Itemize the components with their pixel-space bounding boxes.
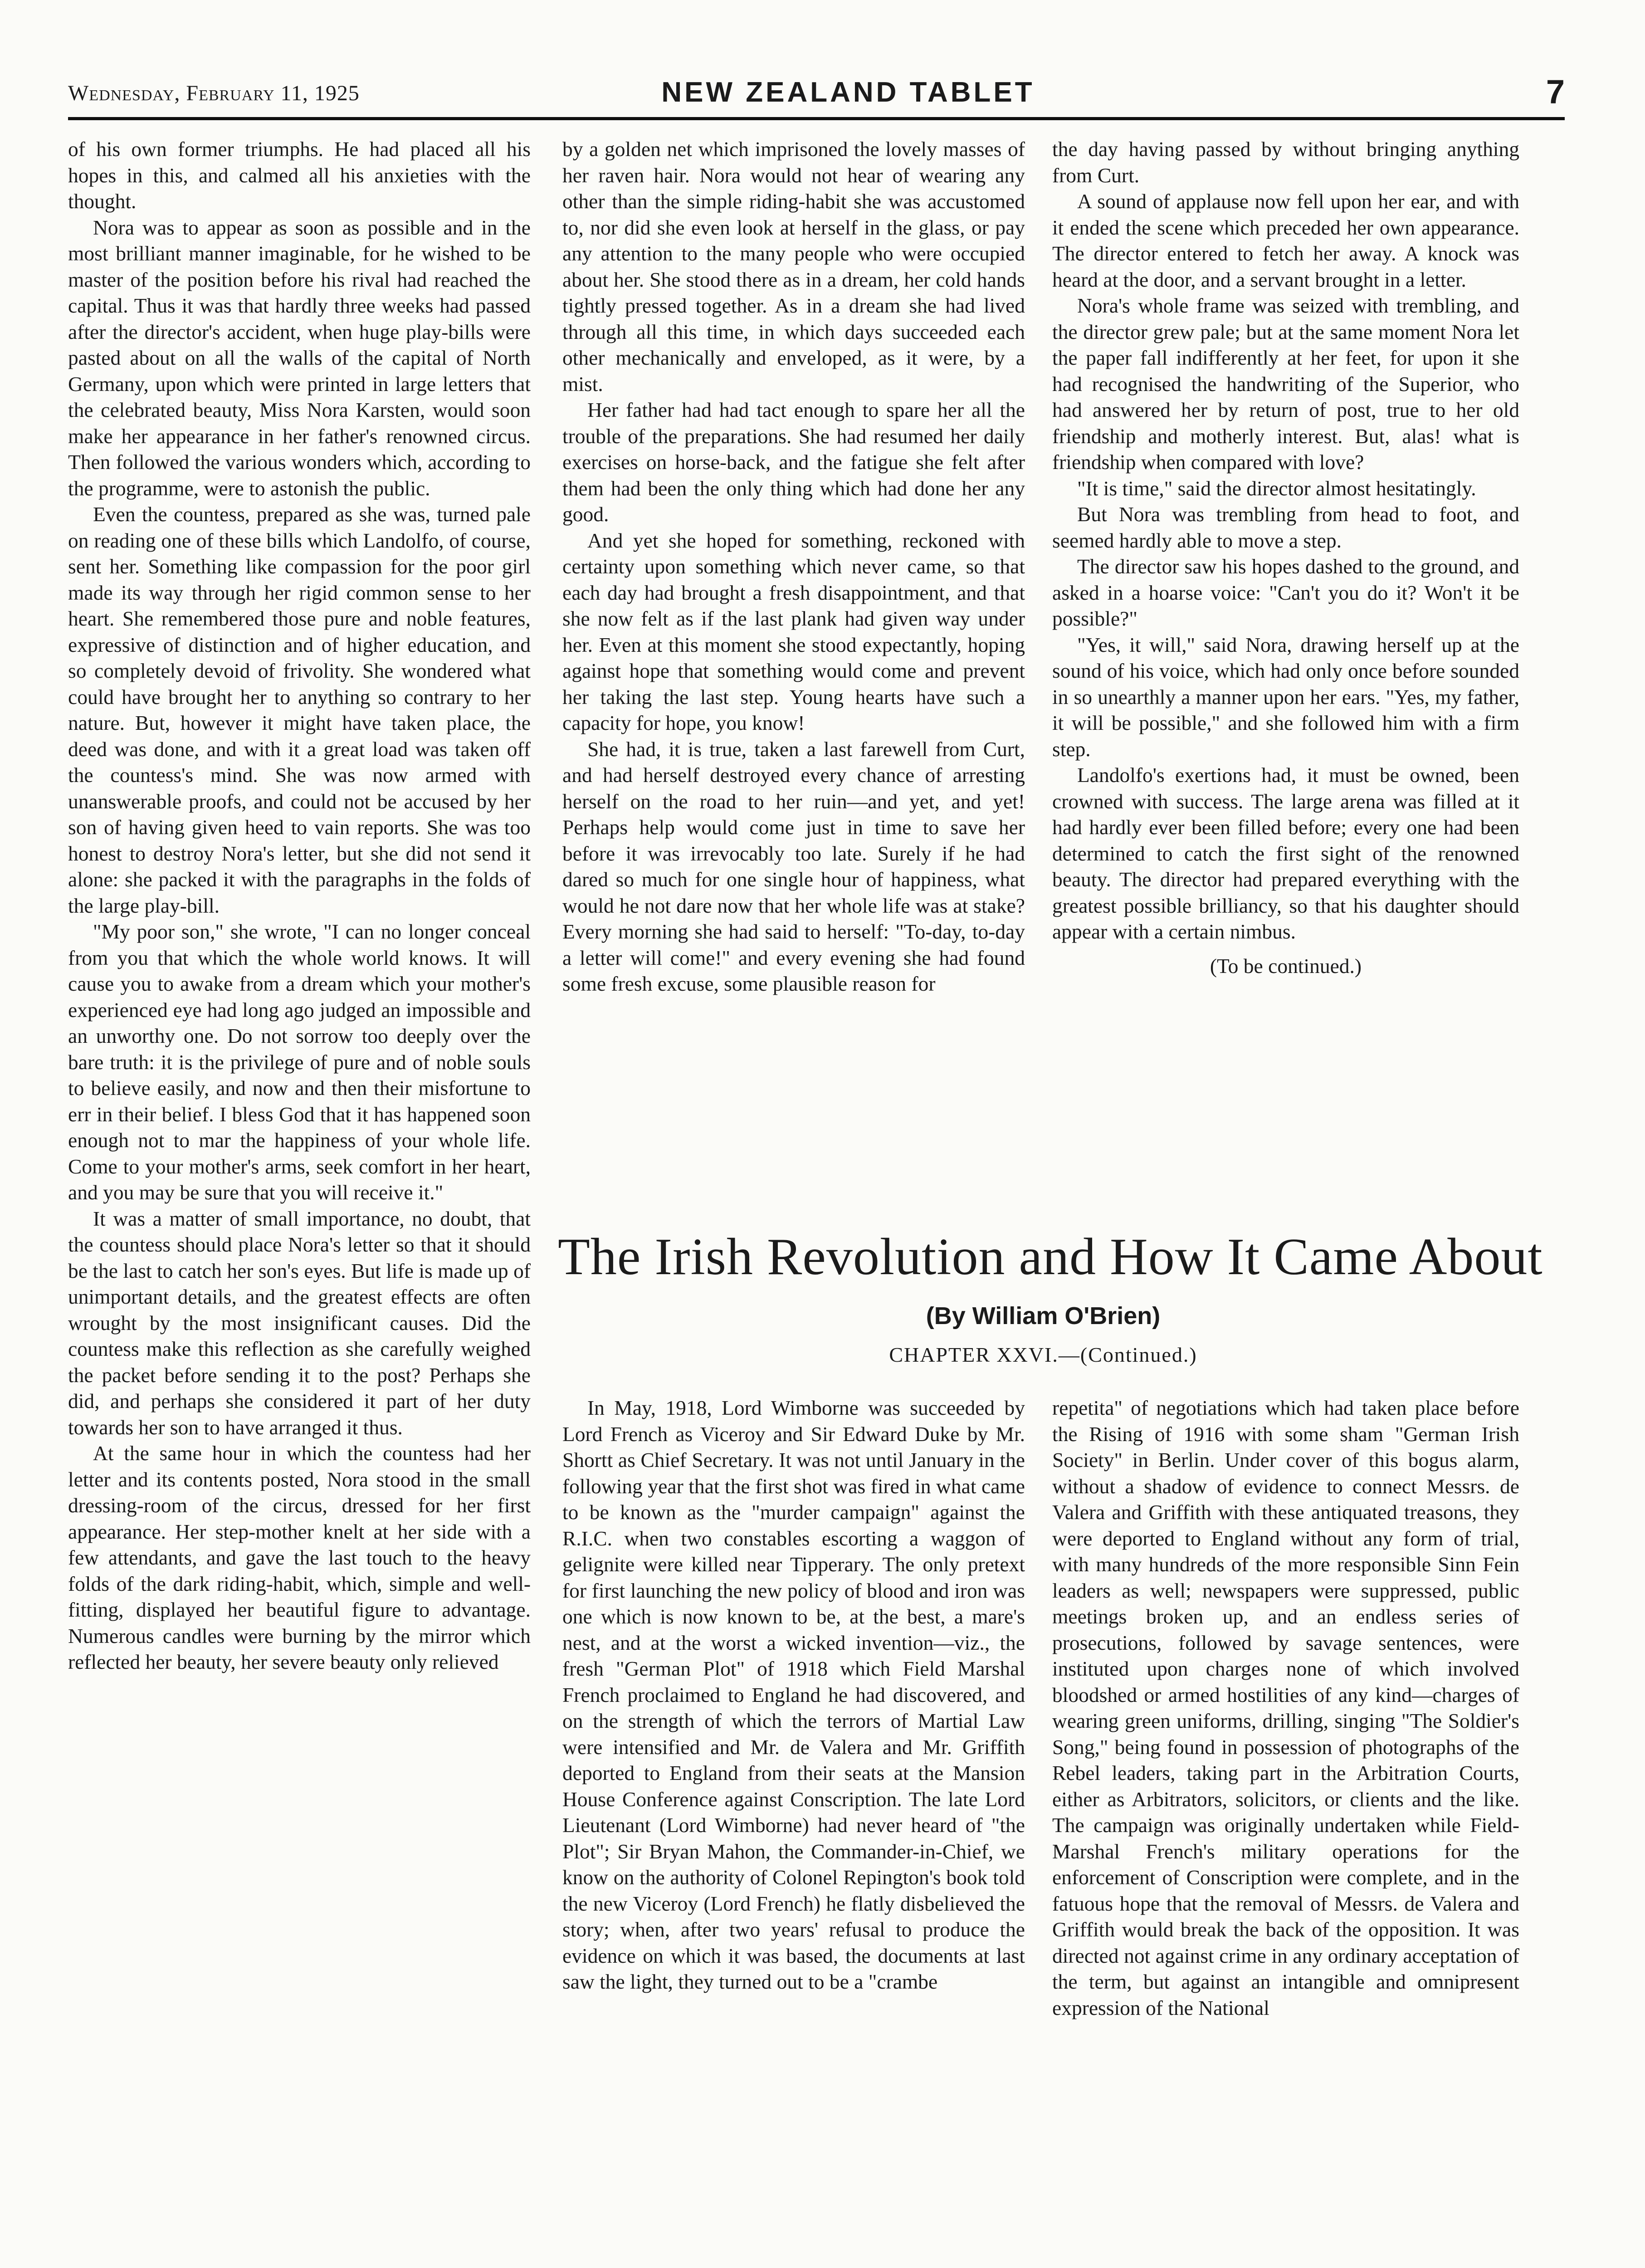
story-column-1 <box>68 136 531 2268</box>
header-rule <box>68 117 1565 120</box>
paragraph: repetita" of negotiations which had taken place before the Rising of 1916 with some sham "German Irish Society" in Berlin. Under cover of this bogus alarm, without a shadow of evidence to connect Messrs. de Valera and Griffith with these antiquated treasons, they were deported to England without any form of trial, with many hundreds of the more responsible Sinn Fein leaders as well; newspapers were suppressed, public meetings broken up, and an endless series of prosecutions, followed by savage sentences, were instituted upon charges none of which involved bloodshed or armed hostilities of any kind—charges of wearing green uniforms, drilling, singing "The Soldier's Song," being found in possession of photographs of the Rebel leaders, taking part in the Arbitration Courts, either as Arbitrators, solicitors, or clients and the like. The campaign was originally undertaken while Field-Marshal French's military operations for the enforcement of Conscription were complete, and in the fatuous hope that the removal of Messrs. de Valera and Griffith would break the back of the opposition. It was directed not against crime in any ordinary acceptation of the term, but against an intangible and omnipresent expression of the National <box>1052 1396 1519 2019</box>
paragraph: the day having passed by without bringing anything from Curt. <box>1052 137 1519 187</box>
paragraph: But Nora was trembling from head to foot, and seemed hardly able to move a step. <box>1052 503 1519 552</box>
paragraph: The director saw his hopes dashed to the ground, and asked in a hoarse voice: "Can't you do it? Won't it be possible?" <box>1052 555 1519 630</box>
paragraph: And yet she hoped for something, reckoned with certainty upon something which never came, so that each day had brought a fresh disappointment, and that she now felt as if the last plank had given way under her. Even at this moment she stood expectantly, hoping against hope that something would come and prevent her taking the last step. Young hearts have such a capacity for hope, you know! <box>562 528 1025 734</box>
article-column-1 <box>562 1395 1025 2268</box>
paragraph: of his own former triumphs. He had placed all his hopes in this, and calmed all his anxieties with the thought. <box>68 137 531 213</box>
article-byline: (By William O'Brien) <box>926 1302 1161 1330</box>
paragraph: Landolfo's exertions had, it must be owned, been crowned with success. The large arena was filled at it had hardly ever been filled before; every one had been determined to catch the first sight of the renowned beauty. The director had prepared everything with the greatest possible brilliancy, so that his daughter should appear with a certain nimbus. <box>1052 763 1519 943</box>
paragraph: "My poor son," she wrote, "I can no longer conceal from you that which the whole world knows. It will cause you to awake from a dream which your mother's experienced eye had long ago judged an impossible and an unworthy one. Do not sorrow too deeply over the bare truth: it is the privilege of pure and of noble souls to believe easily, and now and then their misfortune to err in their belief. I bless God that it has happened soon enough not to mar the happiness of your whole life. Come to your mother's arms, seek comfort in her heart, and you may be sure that you will receive it." <box>68 920 531 1204</box>
page-number: 7 <box>1546 73 1565 111</box>
page-header <box>68 73 1565 113</box>
paragraph: Nora's whole frame was seized with trembling, and the director grew pale; but at the same moment Nora let the paper fall indifferently at her feet, for upon it she had recognised the handwriting of the Superior, who had answered her by return of post, true to her old friendship and motherly interest. But, alas! what is friendship when compared with love? <box>1052 294 1519 474</box>
paragraph: A sound of applause now fell upon her ear, and with it ended the scene which preceded her own appearance. The director entered to fetch her away. A knock was heard at the door, and a servant brought in a letter. <box>1052 190 1519 291</box>
to-be-continued: (To be continued.) <box>1210 954 1362 978</box>
paragraph: by a golden net which imprisoned the lovely masses of her raven hair. Nora would not hear of wearing any other than the simple riding-habit she was accustomed to, nor did she even look at herself in the glass, or pay any attention to the many people who were occupied about her. She stood there as in a dream, her cold hands tightly pressed together. As in a dream she had lived through all this time, in which days succeeded each other mechanically and enveloped, as it were, by a mist. <box>562 137 1025 396</box>
story-column-2 <box>562 136 1025 1198</box>
article-column-2 <box>1052 1395 1519 2268</box>
paragraph: She had, it is true, taken a last farewell from Curt, and had herself destroyed every chance of arresting herself on the road to her ruin—and yet, and yet! Perhaps help would come just in time to save her before it was irrevocably too late. Surely if he had dared so much for one single hour of happiness, what would he not dare now that her whole life was at stake? Every morning she had said to herself: "To-day, to-day a letter will come!" and every evening she had found some fresh excuse, some plausible reason for <box>562 737 1025 995</box>
paragraph: "It is time," said the director almost hesitatingly. <box>1077 476 1476 500</box>
article-title: The Irish Revolution and How It Came About <box>558 1228 1543 1286</box>
issue-date: Wednesday, February 11, 1925 <box>68 81 360 105</box>
paragraph: Nora was to appear as soon as possible and in the most brilliant manner imaginable, for he wished to be master of the position before his rival had reached the capital. Thus it was that hardly three weeks had passed after the director's accident, when huge play-bills were pasted about on all the walls of the capital of North Germany, upon which were printed in large letters that the celebrated beauty, Miss Nora Karsten, would soon make her appearance in her father's renowned circus. Then followed the various wonders which, according to the programme, were to astonish the public. <box>68 215 531 500</box>
paragraph: It was a matter of small importance, no doubt, that the countess should place Nora's letter so that it should be the last to catch her son's eyes. But life is made up of unimportant details, and the greatest effects are often wrought by the most insignificant causes. Did the countess make this reflection as she carefully weighed the packet before sending it to the post? Perhaps she did, and perhaps she considered it part of her duty towards her son to have arranged it thus. <box>68 1207 531 1439</box>
masthead: NEW ZEALAND TABLET <box>661 77 1035 108</box>
paragraph: At the same hour in which the countess had her letter and its contents posted, Nora stood in the small dressing-room of the circus, dressed for her first appearance. Her step-mother knelt at her side with a few attendants, and gave the last touch to the heavy folds of the dark riding-habit, which, simple and well-fitting, displayed her beautiful figure to advantage. Numerous candles were burning by the mirror which reflected her beauty, her severe beauty only relieved <box>68 1442 531 1673</box>
paragraph: Her father had had tact enough to spare her all the trouble of the preparations. She had resumed her daily exercises on horse-back, and the fatigue she felt after them had been the only thing which had done her any good. <box>562 398 1025 526</box>
paragraph: Even the countess, prepared as she was, turned pale on reading one of these bills which Landolfo, of course, sent her. Something like compassion for the poor girl made its way through her rigid common sense to her heart. She remembered those pure and noble features, expressive of distinction and of higher education, and so completely devoid of frivolity. She wondered what could have brought her to anything so contrary to her nature. But, however it might have taken place, the deed was done, and with it a great load was taken off the countess's mind. She was now armed with unanswerable proofs, and could not be accused by her son of having given heed to vain reports. She was too honest to destroy Nora's letter, but she did not send it alone: she packed it with the paragraphs in the folds of the large play-bill. <box>68 503 531 917</box>
article-chapter: CHAPTER XXVI.—(Continued.) <box>889 1343 1197 1366</box>
paragraph: "Yes, it will," said Nora, drawing herself up at the sound of his voice, which had only once before sounded in so unearthly a manner upon her ears. "Yes, my father, it will be possible," and she followed him with a firm step. <box>1052 633 1519 761</box>
story-column-3 <box>1052 136 1519 1198</box>
paragraph: In May, 1918, Lord Wimborne was succeeded by Lord French as Viceroy and Sir Edward Duke by Mr. Shortt as Chief Secretary. It was not until January in the following year that the first shot was fired in what came to be known as the "murder campaign" against the R.I.C. when two constables escorting a waggon of gelignite were killed near Tipperary. The only pretext for first launching the new policy of blood and iron was one which is now known to be, at the best, a mare's nest, and at the worst a wicked invention—viz., the fresh "German Plot" of 1918 which Field Marshal French proclaimed to England he had discovered, and on the strength of which the terrors of Martial Law were intensified and Mr. de Valera and Mr. Griffith deported to England from their seats at the Mansion House Conference against Conscription. The late Lord Lieutenant (Lord Wimborne) had never heard of "the Plot"; Sir Bryan Mahon, the Commander-in-Chief, we know on the authority of Colonel Repington's book told the new Viceroy (Lord French) he flatly disbelieved the story; when, after two years' refusal to produce the evidence on which it was based, the documents at last saw the light, they turned out to be a "crambe <box>562 1396 1025 1993</box>
